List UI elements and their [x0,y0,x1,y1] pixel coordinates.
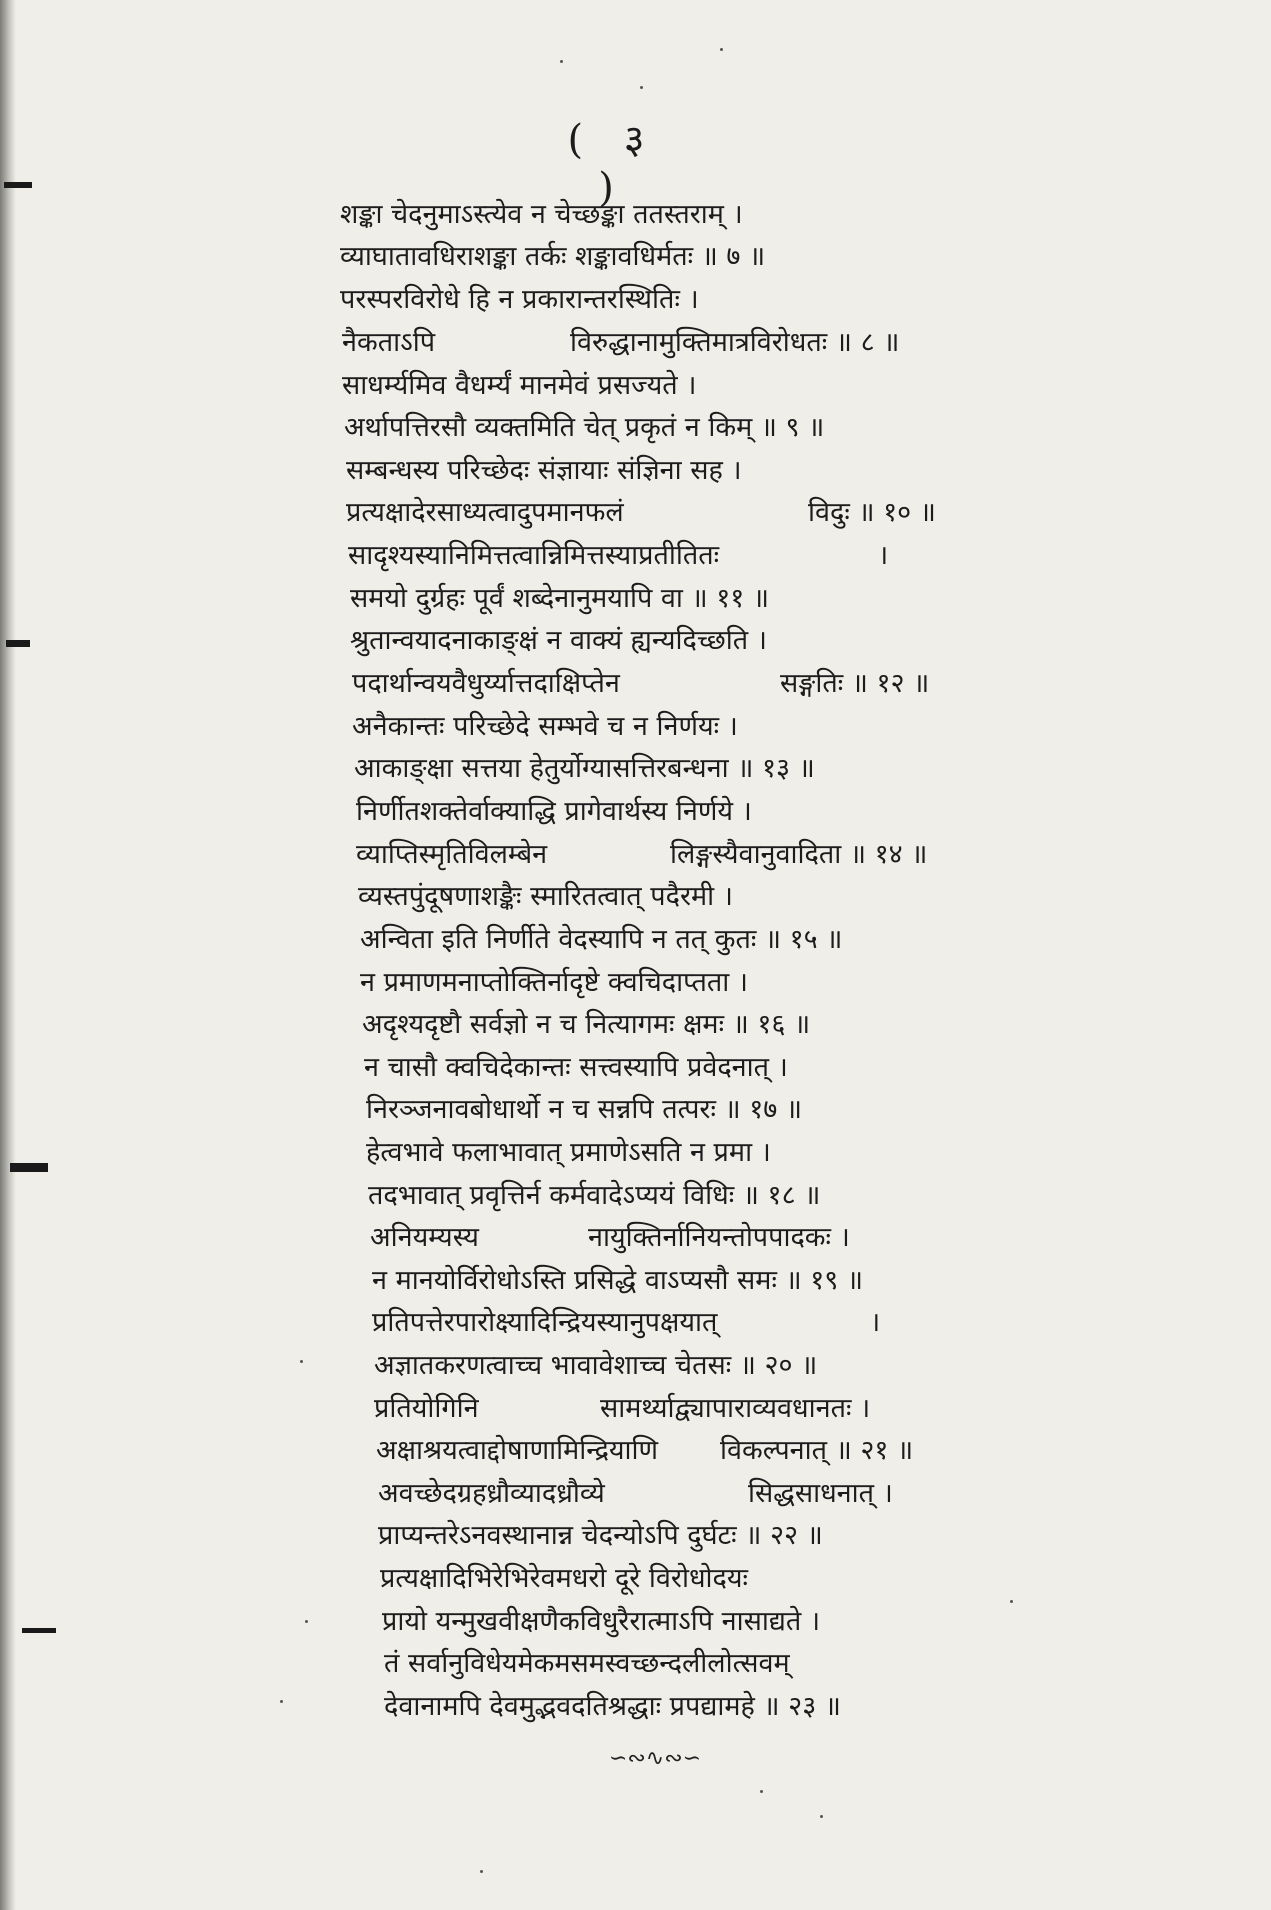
end-ornament: ∽∾∿∾∽ [608,1746,702,1771]
verse-line-text-right: विरुद्धानामुक्तिमात्रविरोधतः ॥ ८ ॥ [570,327,900,358]
verse-line-text: अनैकान्तः परिच्छेदे सम्भवे च न निर्णयः । [352,711,738,742]
page-number: ( ३ ) [567,117,659,211]
verse-line-text: पदार्थान्वयवैधुर्य्यात्तदाक्षिप्तेन [352,668,620,699]
scan-speck [820,1815,823,1818]
verse-line-text: निर्णीतशक्तेर्वाक्याद्धि प्रागेवार्थस्य निर्णये । [356,796,752,827]
verse-line-text: अज्ञातकरणत्वाच्च भावावेशाच्च चेतसः ॥ २० ॥ [374,1350,818,1381]
verse-line-text: व्यस्तपुंदूषणाशङ्कैः स्मारितत्वात् पदैरमी । [358,881,733,912]
binding-mark [10,1163,48,1172]
verse-line-text-right: विदुः ॥ १० ॥ [808,497,936,528]
scan-speck [480,1870,483,1873]
scan-speck [280,1700,283,1703]
verse-line-text-right: सामर्थ्याद्व्यापाराव्यवधानतः । [600,1393,871,1424]
verse-line-text: श्रुतान्वयादनाकाङ्क्षं न वाक्यं ह्यन्यदिच्छति । [350,625,767,656]
scan-speck [560,60,563,63]
verse-line-text: प्रतियोगिनि [374,1393,479,1424]
verse-line-text-right: सिद्धसाधनात् । [748,1478,893,1509]
verse-line-text: आकाङ्क्षा सत्तया हेतुर्योग्यासत्तिरबन्धना ॥ १३ ॥ [354,753,815,784]
verse-line-text: प्रायो यन्मुखवीक्षणैकविधुरैरात्माऽपि नासाद्यते । [382,1606,821,1637]
verse-line-text: तदभावात् प्रवृत्तिर्न कर्मवादेऽप्ययं विधिः ॥ १८ ॥ [368,1180,821,1211]
verse-line-text: अनियम्यस्य [370,1222,479,1253]
verse-line-text: नैकताऽपि [342,327,436,358]
binding-mark [22,1628,56,1633]
verse-line-text: परस्परविरोधे हि न प्रकारान्तरस्थितिः । [340,284,699,315]
verse-line-text: न मानयोर्विरोधोऽस्ति प्रसिद्धे वाऽप्यसौ समः ॥ १९ ॥ [372,1265,864,1296]
verse-line-text: सादृश्यस्यानिमित्तत्वान्निमित्तस्याप्रतीतितः [348,540,720,571]
binding-mark [6,640,30,647]
verse-line-text: व्याघातावधिराशङ्का तर्कः शङ्कावधिर्मतः ॥ ७ ॥ [340,241,766,272]
verse-line-text: समयो दुर्ग्रहः पूर्वं शब्देनानुमयापि वा ॥ ११ ॥ [350,583,770,614]
verse-line-text-right: सङ्गतिः ॥ १२ ॥ [780,668,930,699]
page-binding-edge [0,0,16,1910]
verse-line-text: प्राप्यन्तरेऽनवस्थानान्न चेदन्योऽपि दुर्घटः ॥ २२ ॥ [378,1520,823,1551]
verse-line-text: व्याप्तिस्मृतिविलम्बेन [356,839,548,870]
verse-line-text: हेत्वभावे फलाभावात् प्रमाणेऽसति न प्रमा । [366,1137,771,1168]
verse-line-text: शङ्का चेदनुमाऽस्त्येव न चेच्छङ्का ततस्तराम् । [340,199,743,230]
verse-line-text: अर्थापत्तिरसौ व्यक्तमिति चेत् प्रकृतं न किम् ॥ ९ ॥ [344,412,825,443]
verse-line-text-right: । [878,540,889,571]
binding-mark [4,182,32,188]
scan-speck [1010,1600,1013,1603]
verse-line-text-right: लिङ्गस्यैवानुवादिता ॥ १४ ॥ [670,839,928,870]
verse-line-text: अन्विता इति निर्णीते वेदस्यापि न तत् कुतः ॥ १५ ॥ [360,924,843,955]
verse-line-text: अक्षाश्रयत्वाद्दोषाणामिन्द्रियाणि [376,1435,659,1466]
verse-line-text: साधर्म्यमिव वैधर्म्यं मानमेवं प्रसज्यते । [342,370,697,401]
scan-speck [300,1360,303,1363]
scan-speck [305,1620,308,1623]
verse-line-text: प्रत्यक्षादेरसाध्यत्वादुपमानफलं [346,497,624,528]
verse-line-text: प्रत्यक्षादिभिरेभिरेवमधरो दूरे विरोधोदयः [380,1563,749,1594]
verse-line-text: सम्बन्धस्य परिच्छेदः संज्ञायाः संज्ञिना सह । [346,455,742,486]
verse-line-text: न चासौ क्वचिदेकान्तः सत्त्वस्यापि प्रवेदनात् । [364,1052,788,1083]
verse-line-text-right: विकल्पनात् ॥ २१ ॥ [720,1435,914,1466]
verse-line-text: देवानामपि देवमुद्भवदतिश्रद्धाः प्रपद्यामहे ॥ २३ ॥ [384,1691,841,1722]
verse-line-text: निरञ्जनावबोधार्थो न च सन्नपि तत्परः ॥ १७ ॥ [366,1094,803,1125]
verse-line-text-right: नायुक्तिर्नानियन्तोपपादकः । [588,1222,850,1253]
verse-line-text-right: । [870,1307,881,1338]
scan-speck [760,1790,763,1793]
verse-line-text: तं सर्वानुविधेयमेकमसमस्वच्छन्दलीलोत्सवम् [384,1648,790,1679]
verse-line-text: अदृश्यदृष्टौ सर्वज्ञो न च नित्यागमः क्षमः ॥ १६ ॥ [362,1009,811,1040]
scan-speck [720,48,723,51]
verse-line-text: न प्रमाणमनाप्तोक्तिर्नादृष्टे क्वचिदाप्तता । [360,967,749,998]
scan-speck [640,86,643,89]
verse-line-text: प्रतिपत्तेरपारोक्ष्यादिन्द्रियस्यानुपक्षयात् [372,1307,718,1338]
verse-line-text: अवच्छेदग्रहध्रौव्यादध्रौव्ये [378,1478,605,1509]
